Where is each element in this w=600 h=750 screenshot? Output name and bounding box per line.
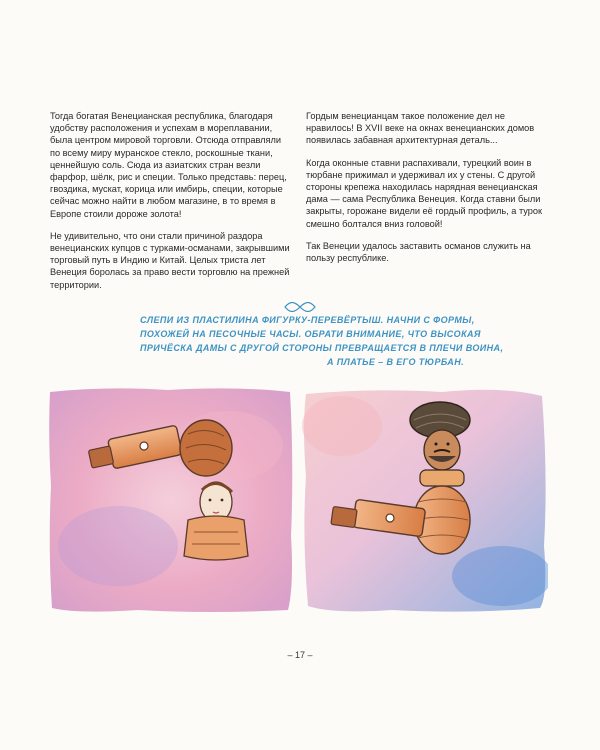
- caption-line: А ПЛАТЬЕ – В ЕГО ТЮРБАН.: [326, 357, 464, 367]
- turkish-warrior-illustration: [302, 386, 548, 614]
- page-number: – 17 –: [287, 650, 313, 660]
- right-text-column: [306, 110, 546, 274]
- paragraph: Тогда богатая Венецианская республика, благодаря удобству расположения и успехам в мореплавании, была центром мировой торговли. Отсюда отправляли по всему миру муранское стекло, роскошные ткани, ценнейшую соль. Сюда из азиатских стран везли фарфор, шёлк, рис и специи. Только представь: перец, гвоздика, мускат, корица или имбирь, специи, которые сейчас можно найти в любом магазине, в то время в Европе стоили дороже золота!: [50, 111, 287, 219]
- caption-line: ПРИЧЁСКА ДАМЫ С ДРУГОЙ СТОРОНЫ ПРЕВРАЩАЕТСЯ В ПЛЕЧИ ВОИНА,: [140, 343, 504, 353]
- paragraph: Гордым венецианцам такое положение дел не нравилось! В XVII веке на окнах венецианских домов появилась забавная архитектурная деталь...: [306, 111, 535, 146]
- paragraph: Не удивительно, что они стали причиной раздора венецианских купцов с турками-османами, закрывшими торговый путь в Индию и Китай. Целых триста лет Венеция боролась за право вести торговлю на прежней территории.: [50, 230, 290, 290]
- caption-line: ПОХОЖЕЙ НА ПЕСОЧНЫЕ ЧАСЫ. ОБРАТИ ВНИМАНИЕ, ЧТО ВЫСОКАЯ: [140, 329, 481, 339]
- caption-line: СЛЕПИ ИЗ ПЛАСТИЛИНА ФИГУРКУ-ПЕРЕВЁРТЫШ. НАЧНИ С ФОРМЫ,: [140, 315, 475, 325]
- activity-caption: [140, 313, 504, 369]
- ornament-divider-icon: [284, 302, 316, 312]
- paragraph: Так Венеции удалось заставить османов служить на пользу республике.: [306, 240, 531, 264]
- paragraph: Когда оконные ставни распахивали, турецкий воин в тюрбане прижимал и удерживал их у стены. С другой стороны крепежа находилась нарядная венецианская дама — сама Республика Венеция. Когда ставни были закрыты, горожане видели её гордый профиль, а турок смешно болтался вниз головой!: [306, 157, 542, 229]
- left-text-column: [50, 110, 290, 301]
- venetian-lady-illustration: [48, 386, 294, 614]
